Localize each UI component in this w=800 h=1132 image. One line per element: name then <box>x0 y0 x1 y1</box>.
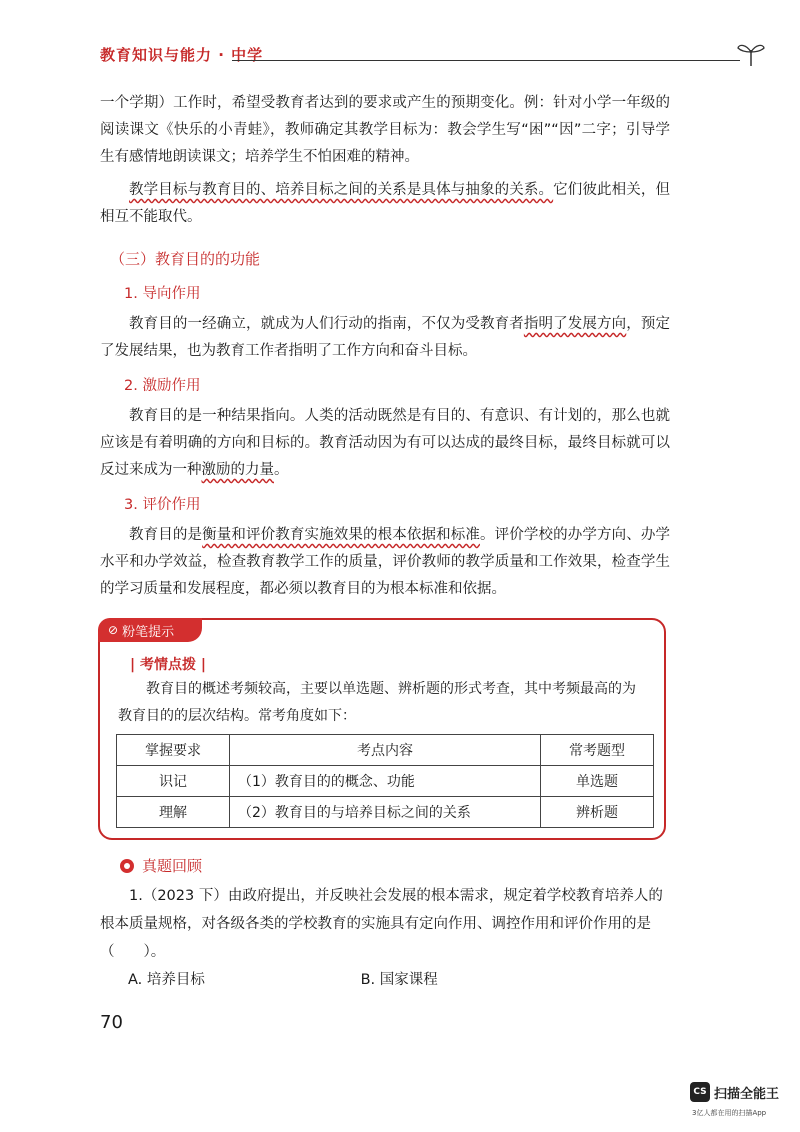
option-b: B. 国家课程 <box>360 972 438 988</box>
f3-text-a: 教育目的是 <box>129 527 203 543</box>
table-cell: 辨析题 <box>541 797 654 828</box>
relation-underlined: 教学目标与教育目的、培养目标之间的关系是具体与抽象的关系。 <box>129 182 554 198</box>
running-header <box>100 38 670 70</box>
f3-text-b: 。评价学校的办学方向、办学水平和办学效益，检查教育教学工作的质量，评价教师的教学质量和工作效果，检查学生的学习质量和发展程度，都必须以教育目的为根本标准和依据。 <box>100 527 670 597</box>
table-row <box>117 797 654 828</box>
table-cell: 理解 <box>117 797 230 828</box>
target-icon <box>120 859 134 873</box>
scanner-watermark <box>690 1082 779 1102</box>
header-title: 教育知识与能力 · 中学 <box>100 46 264 64</box>
table-cell: （2）教育目的与培养目标之间的关系 <box>230 797 541 828</box>
tip-tab <box>98 618 202 642</box>
f2-text-b: 。 <box>274 462 289 478</box>
function-3-title: 3. 评价作用 <box>124 497 201 513</box>
tip-box <box>98 618 666 840</box>
scanner-logo-icon: CS <box>690 1082 710 1102</box>
f1-text-b: ，预定了发展结果，也为教育工作者指明了工作方向和奋斗目标。 <box>100 316 670 359</box>
table-header: 常考题型 <box>541 735 654 766</box>
table-cell: （1）教育目的的概念、功能 <box>230 766 541 797</box>
tip-tab-label: 粉笔提示 <box>122 624 175 640</box>
question-text <box>100 882 670 966</box>
main-content <box>100 90 670 603</box>
section-heading: （三）教育目的的功能 <box>110 250 261 268</box>
table-header-row <box>117 735 654 766</box>
scanner-name: 扫描全能王 <box>714 1086 780 1102</box>
review-heading <box>120 855 202 876</box>
answer-options <box>128 968 648 989</box>
function-2-text <box>100 403 670 484</box>
review-title: 真题回顾 <box>142 857 203 875</box>
function-2-title: 2. 激励作用 <box>124 378 201 394</box>
scanner-tagline: 3亿人都在用的扫描App <box>692 1109 767 1117</box>
function-1-text <box>100 311 670 365</box>
page-number: 70 <box>100 1012 123 1033</box>
f2-underlined: 激励的力量 <box>201 462 274 478</box>
table-header: 掌握要求 <box>117 735 230 766</box>
table-cell: 识记 <box>117 766 230 797</box>
intro-paragraph: 一个学期）工作时，希望受教育者达到的要求或产生的预期变化。例：针对小学一年级的阅读课文《快乐的小青蛙》，教师确定其教学目标为：教会学生写“困”“因”二字；引导学生有感情地朗读课文；培养学生不怕困难的精神。 <box>100 95 670 165</box>
f1-underlined: 指明了发展方向 <box>523 316 627 332</box>
exam-tag: | 考情点拨 | <box>130 657 206 673</box>
function-3-text <box>100 522 670 603</box>
table-cell: 单选题 <box>541 766 654 797</box>
relation-paragraph <box>100 177 670 231</box>
f3-underlined: 衡量和评价教育实施效果的根本依据和标准 <box>202 527 480 543</box>
table-row <box>117 766 654 797</box>
table-header: 考点内容 <box>230 735 541 766</box>
header-rule <box>232 60 740 61</box>
exam-table <box>116 734 654 828</box>
f1-text-a: 教育目的一经确立，就成为人们行动的指南，不仅为受教育者 <box>129 316 524 332</box>
function-1-title: 1. 导向作用 <box>124 286 201 302</box>
f2-text-a: 教育目的是一种结果指向。人类的活动既然是有目的、有意识、有计划的，那么也就应该是有着明确的方向和目标的。教育活动因为有可以达成的最终目标，最终目标就可以反过来成为一种 <box>100 408 670 478</box>
tip-body: 教育目的概述考频较高，主要以单选题、辨析题的形式考查，其中考频最高的为教育目的的层次结构。常考角度如下： <box>118 681 636 724</box>
option-a: A. 培养目标 <box>128 972 205 988</box>
relation-rest: 它们彼此相关，但相互不能取代。 <box>100 182 670 225</box>
no-sign-icon: ⊘ <box>108 623 119 637</box>
sprout-icon <box>736 40 766 68</box>
question-1: 1.（2023 下）由政府提出，并反映社会发展的根本需求，规定着学校教育培养人的根本质量规格，对各级各类的学校教育的实施具有定向作用、调控作用和评价作用的是（ ）。 <box>100 888 663 960</box>
